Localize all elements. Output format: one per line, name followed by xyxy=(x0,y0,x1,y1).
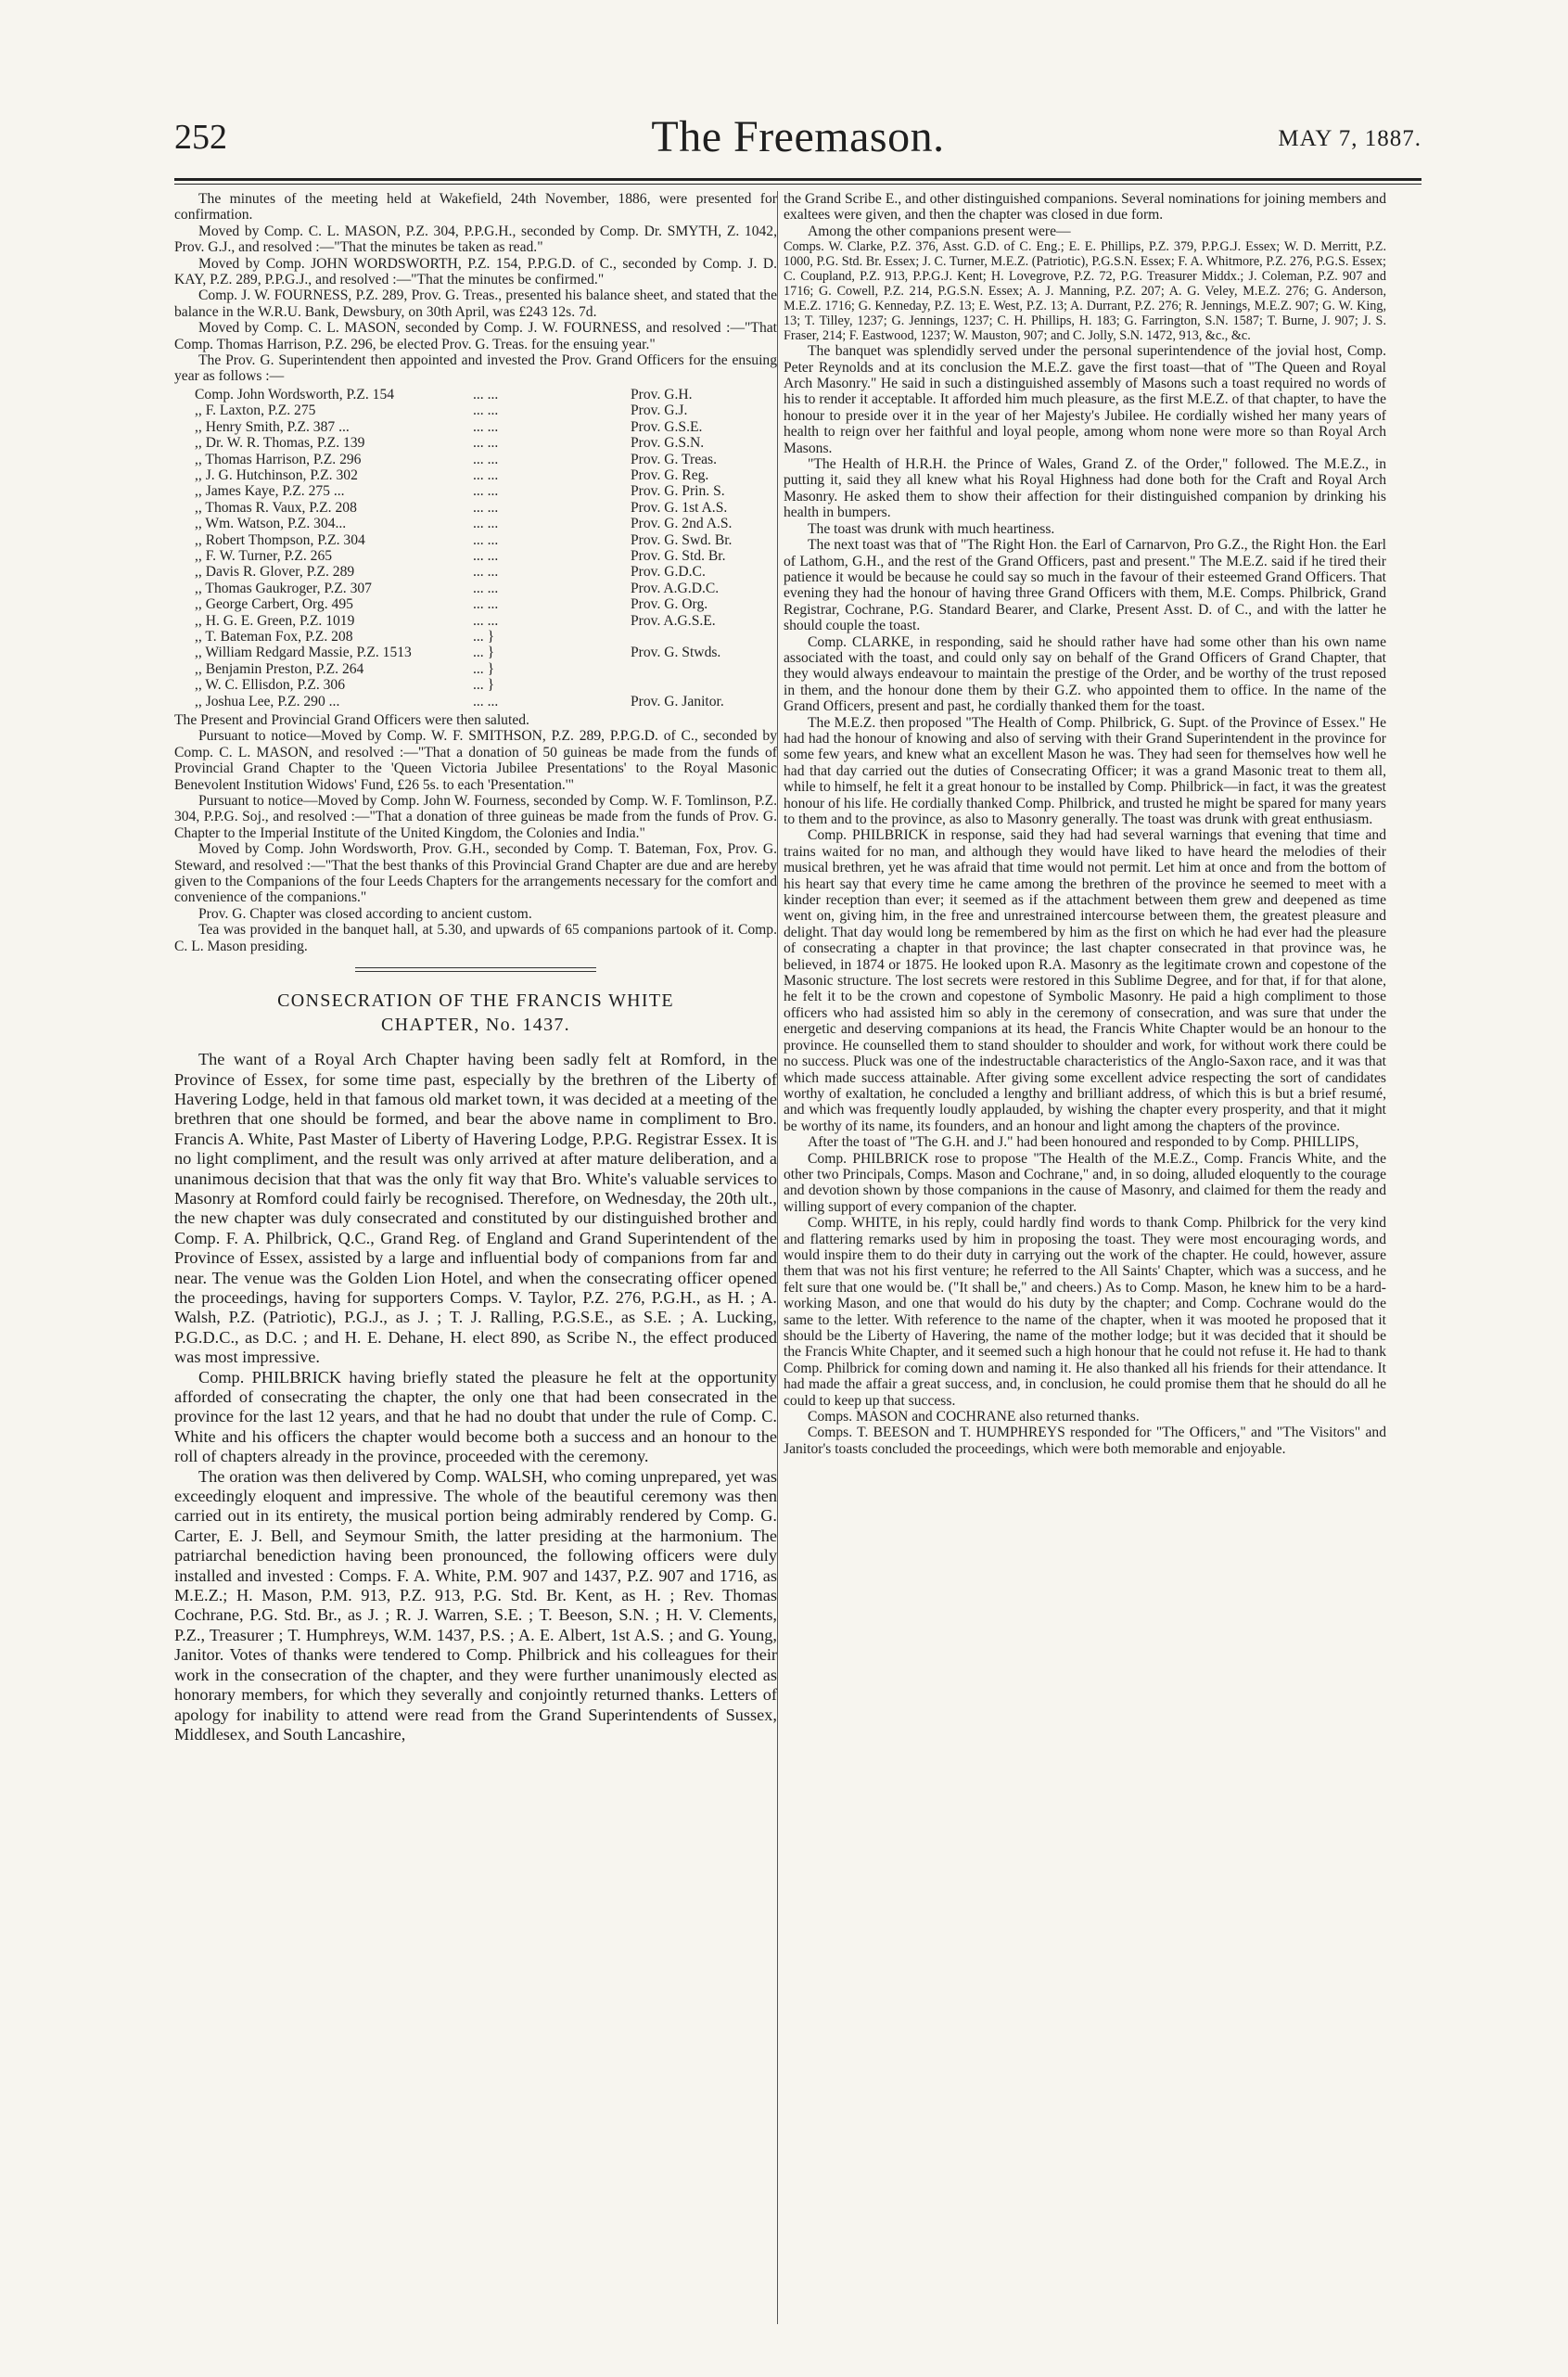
leader-dots: ... } xyxy=(473,645,495,661)
leader-dots: ... ... xyxy=(473,564,499,581)
officer-office: Prov. G.J. xyxy=(631,403,688,419)
header-rule-thin xyxy=(174,184,1421,185)
officer-office: Prov. G. Std. Br. xyxy=(631,547,726,564)
officer-name: ,, J. G. Hutchinson, P.Z. 302 xyxy=(195,466,358,483)
officer-office: Prov. G. Reg. xyxy=(631,466,709,483)
paragraph: The minutes of the meeting held at Wakefield, 24th November, 1886, were presented for confirmation. xyxy=(174,191,777,224)
officer-row xyxy=(174,532,777,548)
officer-name: ,, Robert Thompson, P.Z. 304 xyxy=(195,531,365,548)
officer-row xyxy=(174,661,777,677)
officer-row xyxy=(174,419,777,435)
officer-row xyxy=(174,403,777,418)
leader-dots: ... ... xyxy=(473,531,499,548)
paragraph: Pursuant to notice—Moved by Comp. W. F. SMITHSON, P.Z. 289, P.P.G.D. of C., seconded by Comp. C. L. MASON, and resolved :—"That a donation of 50 guineas be made from the funds of Provincial Grand Chapter to the 'Queen Victoria Jubilee Presentations' to the Royal Masonic Benevolent Institution Widows' Fund, £26 5s. to each 'Presentation.'" xyxy=(174,728,777,793)
officer-row xyxy=(174,516,777,531)
leader-dots: ... ... xyxy=(473,451,499,467)
paragraph: Pursuant to notice—Moved by Comp. John W. Fourness, seconded by Comp. W. F. Tomlinson, P.Z. 304, P.P.G. Soj., and resolved :—"That a donation of three guineas be made from the funds of Prov. G. Chapter to the Imperial Institute of the United Kingdom, the Colonies and India." xyxy=(174,793,777,841)
left-column xyxy=(174,191,777,1744)
leader-dots: ... ... xyxy=(473,596,499,613)
officer-row xyxy=(174,548,777,564)
leader-dots: ... } xyxy=(473,677,495,694)
officer-name: ,, Wm. Watson, P.Z. 304... xyxy=(195,516,347,532)
paragraph: Comp. PHILBRICK having briefly stated the pleasure he felt at the opportunity afforded of consecrating the chapter, the only one that had been consecrated in the province for the last 12 years, and that he had no doubt that under the rule of Comp. C. White and his officers the chapter would become both a success and an honour to the roll of chapters already in the province, proceeded with the ceremony. xyxy=(174,1367,777,1466)
officer-name: ,, Thomas Gaukroger, P.Z. 307 xyxy=(195,580,372,596)
paragraph: The Prov. G. Superintendent then appointed and invested the Prov. Grand Officers for the ensuing year as follows :— xyxy=(174,352,777,385)
officer-row xyxy=(174,645,777,660)
paragraph: Prov. G. Chapter was closed according to ancient custom. xyxy=(198,905,532,922)
leader-dots: ... ... xyxy=(473,418,499,435)
paragraph: The next toast was that of "The Right Hon. the Earl of Carnarvon, Pro G.Z., the Right Hon. the Earl of Lathom, G.H., and the rest of the Grand Officers, past and present." The M.E.Z. said if he tired their patience it would be because he could say so much in the favour of their esteemed Grand Officers. That evening they had the honour of having three Grand Officers with them, M.E. Comps. Philbrick, Grand Registrar, Cochrane, P.G. Standard Bearer, and Clarke, Present Asst. D. of C., and with the latter he should couple the toast. xyxy=(784,537,1386,634)
officer-name: ,, F. W. Turner, P.Z. 265 xyxy=(195,547,333,564)
officer-name: ,, Davis R. Glover, P.Z. 289 xyxy=(195,564,355,581)
officer-name: ,, George Carbert, Org. 495 xyxy=(195,596,353,613)
officer-name: ,, Thomas R. Vaux, P.Z. 208 xyxy=(195,499,357,516)
leader-dots: ... ... xyxy=(473,435,499,452)
leader-dots: ... ... xyxy=(473,612,499,629)
officer-row xyxy=(174,694,777,709)
paragraph: The want of a Royal Arch Chapter having been sadly felt at Romford, in the Province of Essex, for some time past, especially by the brethren of the Liberty of Havering Lodge, held in that famous old market town, it was decided at a meeting of the brethren that one should be formed, and bear the above name in compliment to Bro. Francis A. White, Past Master of Liberty of Havering Lodge, P.P.G. Registrar Essex. It is no light compliment, and the result was only arrived at after mature deliberation, and a unanimous decision that that was the only fit way that Bro. White's valuable services to Masonry at Romford could fairly be recognised. Therefore, on Wednesday, the 20th ult., the new chapter was duly consecrated and constituted by our distinguished brother and Comp. F. A. Philbrick, Q.C., Grand Reg. of England and Grand Superintendent of the Province of Essex, assisted by a large and influential body of companions from far and near. The venue was the Golden Lion Hotel, and when the consecrating officer opened the proceedings, having for supporters Comps. V. Taylor, P.Z. 276, P.G.H., as H. ; A. Walsh, P.Z. (Patriotic), P.G.J., as J. ; T. J. Ralling, P.G.S.E., as S.E. ; A. Lucking, P.G.D.C., as D.C. ; and H. E. Dehane, H. elect 890, as Scribe N., the effect produced was most impressive. xyxy=(174,1050,777,1367)
leader-dots: ... ... xyxy=(473,580,499,596)
paragraph: The banquet was splendidly served under the personal superintendence of the jovial host, Comp. Peter Reynolds and at its conclusion the M.E.Z. gave the first toast—that of "The Queen and Royal Arch Masonry." He said in such a distinguished assembly of Masons such a toast required no words of his to render it acceptable. It afforded him much pleasure, as the first M.E.Z. of that chapter, to have the honour to preside over it in the year of her Majesty's Jubilee. He cordially wished her many years of health to reign over her faithful and loyal people, among whom none were more so than Royal Arch Masons. xyxy=(784,343,1386,456)
paragraph: The toast was drunk with much heartiness. xyxy=(808,520,1055,537)
paragraph: Moved by Comp. JOHN WORDSWORTH, P.Z. 154, P.P.G.D. of C., seconded by Comp. J. D. KAY, P.Z. 289, P.P.G.J., and resolved :—"That the minutes be confirmed." xyxy=(174,255,777,288)
paragraph: Tea was provided in the banquet hall, at 5.30, and upwards of 65 companions partook of it. Comp. C. L. Mason presiding. xyxy=(174,922,777,954)
officer-office: Prov. G. Swd. Br. xyxy=(631,531,733,548)
officer-name: ,, F. Laxton, P.Z. 275 xyxy=(195,403,316,419)
paragraph: Comp. CLARKE, in responding, said he should rather have had some other than his own name associated with the toast, and could only say on behalf of the Grand Officers of Grand Chapter, that they would always endeavour to maintain the prestige of the Order, and be worthy of the trust reposed in them, and the honour done them by their G.Z. who appointed them to office. In the name of the Grand Officers, present and past, he cordially thanked them for the toast. xyxy=(784,633,1386,715)
leader-dots: ... } xyxy=(473,628,495,645)
officer-row xyxy=(174,677,777,693)
paragraph: Comp. J. W. FOURNESS, P.Z. 289, Prov. G. Treas., presented his balance sheet, and stated that the balance in the W.R.U. Bank, Dewsbury, on 30th April, was £243 12s. 7d. xyxy=(174,288,777,320)
paragraph: The oration was then delivered by Comp. WALSH, who coming unprepared, yet was exceedingly eloquent and impressive. The whole of the beautiful ceremony was then carried out in its entirety, the musical portion being admirably rendered by Comp. G. Carter, E. J. Bell, and Seymour Smith, the latter presiding at the harmonium. The patriarchal benediction having been pronounced, the following officers were duly installed and invested : Comps. F. A. White, P.M. 907 and 1437, P.Z. 907 and 1716, as M.E.Z.; H. Mason, P.M. 913, P.Z. 913, P.G. Std. Br. Kent, as H. ; Rev. Thomas Cochrane, P.G. Std. Br., as J. ; R. J. Warren, S.E. ; T. Beeson, S.N. ; H. V. Clements, P.Z., Treasurer ; T. Humphreys, W.M. 1437, P.S. ; A. E. Albert, 1st A.S. ; and G. Young, Janitor. Votes of thanks were tendered to Comp. Philbrick and his colleagues for their work in the consecration of the chapter, and they were further unanimously elected as honorary members, for which they severally and conjointly returned thanks. Letters of apology for inability to attend were read from the Grand Superintendents of Sussex, Middlesex, and South Lancashire, xyxy=(174,1466,777,1744)
officer-name: ,, T. Bateman Fox, P.Z. 208 xyxy=(195,628,353,645)
officer-office: Prov. G. 1st A.S. xyxy=(631,499,728,516)
officer-name: Comp. John Wordsworth, P.Z. 154 xyxy=(195,386,395,403)
paragraph: Comp. PHILBRICK rose to propose "The Health of the M.E.Z., Comp. Francis White, and the other two Principals, Comps. Mason and Cochrane," and, in so doing, alluded eloquently to the courage and devotion shown by those companions in the cause of Masonry, and claimed for them the ready and willing support of every companion of the chapter. xyxy=(784,1150,1386,1215)
officer-office: Prov. G.D.C. xyxy=(631,564,706,581)
leader-dots: ... ... xyxy=(473,466,499,483)
leader-dots: ... ... xyxy=(473,499,499,516)
paragraph: The M.E.Z. then proposed "The Health of Comp. Philbrick, G. Supt. of the Province of Essex." He had had the honour of knowing and also of serving with their Grand Superintendent in the province for some few years, and knew what an excellent Mason he was. They had seen for themselves how well he had that day carried out the duties of Consecrating Officer; it was a grand Masonic treat to them all, while to himself, he felt it a great honour to be installed by Comp. Philbrick—in fact, it was the greatest honour of his life. He cordially thanked Comp. Philbrick, and trusted he might be spared for many years to them and to the province, as also to Masonry generally. The toast was drunk with great enthusiasm. xyxy=(784,714,1386,827)
leader-dots: ... ... xyxy=(473,386,499,403)
header-rule xyxy=(174,178,1421,181)
officer-name: ,, H. G. E. Green, P.Z. 1019 xyxy=(195,612,355,629)
officer-row xyxy=(174,387,777,403)
paragraph: the Grand Scribe E., and other distinguished companions. Several nominations for joining members and exaltees were given, and then the chapter was closed in due form. xyxy=(784,191,1386,224)
paragraph: Comps. MASON and COCHRANE also returned thanks. xyxy=(808,1409,1140,1425)
officer-name: ,, Dr. W. R. Thomas, P.Z. 139 xyxy=(195,435,365,452)
officer-office: Prov. G. Treas. xyxy=(631,451,717,467)
paragraph: Comps. T. BEESON and T. HUMPHREYS responded for "The Officers," and "The Visitors" and Janitor's toasts concluded the proceedings, which were both memorable and enjoyable. xyxy=(784,1425,1386,1457)
section-title-line: CONSECRATION OF THE FRANCIS WHITE xyxy=(277,990,674,1012)
paragraph: The Present and Provincial Grand Officers were then saluted. xyxy=(174,712,529,728)
consecration-article xyxy=(174,1050,777,1744)
leader-dots: ... ... xyxy=(473,547,499,564)
officer-name: ,, Benjamin Preston, P.Z. 264 xyxy=(195,660,364,677)
paragraph: Comp. WHITE, in his reply, could hardly find words to thank Comp. Philbrick for the very kind and flattering remarks used by him in proposing the toast. They were most encouraging words, and would inspire them to do their duty in carrying out the work of the chapter. He could, however, assure them that was not his first venture; he referred to the All Saints' Chapter, which was a success, and he felt sure that one would be. ("It shall be," and cheers.) As to Comp. Mason, he knew him to be a hard-working Mason, and one that would do his duty by the chapter; and Comp. Cochrane would do the same to the letter. With reference to the name of the chapter, when it was mooted he proposed that it should be the Liberty of Havering, the name of the mother lodge; but it was decided that it should be the Francis White Chapter, and it seemed such a high honour that he could not refuse it. He had to thank Comp. Philbrick for coming down and naming it. He also thanked all his friends for their attendance. It had made the affair a great success, and, in conclusion, he could promise them that he should do all he could to keep up that success. xyxy=(784,1215,1386,1409)
officer-name: ,, Henry Smith, P.Z. 387 ... xyxy=(195,418,350,435)
officer-office: Prov. A.G.S.E. xyxy=(631,612,716,629)
officers-list xyxy=(174,387,777,709)
officer-row xyxy=(174,613,777,629)
officer-name: ,, W. C. Ellisdon, P.Z. 306 xyxy=(195,677,346,694)
officer-office: Prov. G. 2nd A.S. xyxy=(631,516,733,532)
officer-name: ,, William Redgard Massie, P.Z. 1513 xyxy=(195,645,412,661)
officer-name: ,, Thomas Harrison, P.Z. 296 xyxy=(195,451,362,467)
leader-dots: ... ... xyxy=(473,516,499,532)
paragraph: Comp. PHILBRICK in response, said they had had several warnings that evening that time and trains waited for no man, and although they would have liked to have heard the melodies of their musical brethren, yet he was afraid that time would not permit. Let him at once and from the bottom of his heart say that every time he came among the brethren of the province he seemed to meet with a kinder reception than ever; it seemed as if the attachment between them grew and deepened as time went on, giving him, in the free and unrestrained intercourse between them, the greatest pleasure and delight. That day would long be remembered by him as the first on which he had ever had the pleasure of consecrating a chapter in that province; the last chapter consecrated in that province was, he believed, in 1874 or 1875. He looked upon R.A. Masonry as the legitimate crown and copestone of the Masonic structure. The lost secrets were restored in this Sublime Degree, and for that, if for that alone, he felt it to be the crown and copestone of Symbolic Masonry. He paid a high compliment to those officers who had assisted him so ably in the ceremony of consecration, and was sure that under the energetic and deserving companions at its head, the Francis White Chapter would be an honour to the province. He counselled them to stand shoulder to shoulder and work, for without work there could be no success. Pluck was one of the indestructable characteristics of the Anglo-Saxon race, and it was that which made success attainable. After giving some excellent advice respecting the sort of candidates worthy of exaltation, he concluded a lengthy and brilliant address, of which this is but a brief resumé, and which was frequently loudly applauded, by wishing the chapter every prosperity, and that it might be worthy of its name, its founders, and an honour and light among the chapters of the province. xyxy=(784,827,1386,1134)
officer-row xyxy=(174,564,777,580)
officer-office: Prov. G.H. xyxy=(631,386,693,403)
masthead-title: The Freemason. xyxy=(651,112,945,161)
officer-office: Prov. G. Janitor. xyxy=(631,693,724,709)
officer-row xyxy=(174,467,777,483)
officer-office: Prov. G.S.N. xyxy=(631,435,705,452)
officer-name: ,, Joshua Lee, P.Z. 290 ... xyxy=(195,693,340,709)
section-separator xyxy=(355,967,596,972)
page-header xyxy=(174,111,1421,167)
column-rule xyxy=(777,191,778,2324)
leader-dots: ... ... xyxy=(473,403,499,419)
paragraph: Moved by Comp. C. L. MASON, P.Z. 304, P.P.G.H., seconded by Comp. Dr. SMYTH, Z. 1042, Prov. G.J., and resolved :—"That the minutes be taken as read." xyxy=(174,223,777,256)
paragraph: Moved by Comp. C. L. MASON, seconded by Comp. J. W. FOURNESS, and resolved :—"That Comp. Thomas Harrison, P.Z. 296, be elected Prov. G. Treas. for the ensuing year." xyxy=(174,320,777,352)
paragraph: Among the other companions present were— xyxy=(808,223,1071,239)
right-column xyxy=(784,191,1386,1457)
officer-row xyxy=(174,629,777,645)
page-number: 252 xyxy=(174,118,227,157)
officer-row xyxy=(174,596,777,612)
paragraph: Comps. W. Clarke, P.Z. 376, Asst. G.D. of C. Eng.; E. E. Phillips, P.Z. 379, P.P.G.J. Essex; W. D. Merritt, P.Z. 1000, P.G. Std. Br. Essex; J. C. Turner, M.E.Z. (Patriotic), P.G.S.N. Essex; F. A. Whitmore, P.Z. 276, P.G.S. Essex; C. Coupland, P.Z. 913, P.P.G.J. Kent; H. Lovegrove, P.Z. 72, P.G. Treasurer Middx.; J. Coleman, P.Z. 907 and 1716; G. Cowell, P.Z. 214, P.G.S.N. Essex; A. J. Manning, P.Z. 207; A. G. Veley, M.E.Z. 276; G. Anderson, M.E.Z. 1716; G. Kenneday, P.Z. 13; E. West, P.Z. 13; A. Durrant, P.Z. 276; R. Jennings, M.E.Z. 907; G. W. King, 13; T. Tilley, 1237; G. Jennings, 1237; C. H. Phillips, H. 183; G. Farrington, S.N. 1587; T. Burne, J. 907; J. S. Fraser, 214; F. Eastwood, 1237; W. Mauston, 907; and C. Jolly, S.N. 1472, 913, &c., &c. xyxy=(784,239,1386,344)
officer-office: Prov. G. Prin. S. xyxy=(631,483,725,500)
leader-dots: ... ... xyxy=(473,693,499,709)
officer-row xyxy=(174,581,777,596)
officer-office: Prov. G. Org. xyxy=(631,596,708,613)
officer-office: Prov. A.G.D.C. xyxy=(631,580,720,596)
officer-row xyxy=(174,500,777,516)
officer-office: Prov. G. Stwds. xyxy=(631,645,721,661)
leader-dots: ... ... xyxy=(473,483,499,500)
leader-dots: ... } xyxy=(473,660,495,677)
paragraph: Moved by Comp. John Wordsworth, Prov. G.H., seconded by Comp. T. Bateman, Fox, Prov. G. Steward, and resolved :—"That the best thanks of this Provincial Grand Chapter are due and are hereby given to the Companions of the four Leeds Chapters for the arrangements necessary for the comfort and convenience of the companions." xyxy=(174,841,777,906)
officer-office: Prov. G.S.E. xyxy=(631,418,703,435)
officer-row xyxy=(174,483,777,499)
issue-date: MAY 7, 1887. xyxy=(1278,126,1421,151)
officer-row xyxy=(174,452,777,467)
officer-row xyxy=(174,435,777,451)
officer-name: ,, James Kaye, P.Z. 275 ... xyxy=(195,483,345,500)
section-title-line: CHAPTER, No. 1437. xyxy=(381,1015,570,1036)
section-heading xyxy=(174,989,777,1037)
paragraph: "The Health of H.R.H. the Prince of Wales, Grand Z. of the Order," followed. The M.E.Z., in putting it, said they all knew what his Royal Highness had done both for the Craft and Royal Arch Masonry. He asked them to show their affection for their distinguished companion by drinking his health in bumpers. xyxy=(784,456,1386,521)
paragraph: After the toast of "The G.H. and J." had been honoured and responded to by Comp. PHILLIPS, xyxy=(808,1134,1359,1151)
